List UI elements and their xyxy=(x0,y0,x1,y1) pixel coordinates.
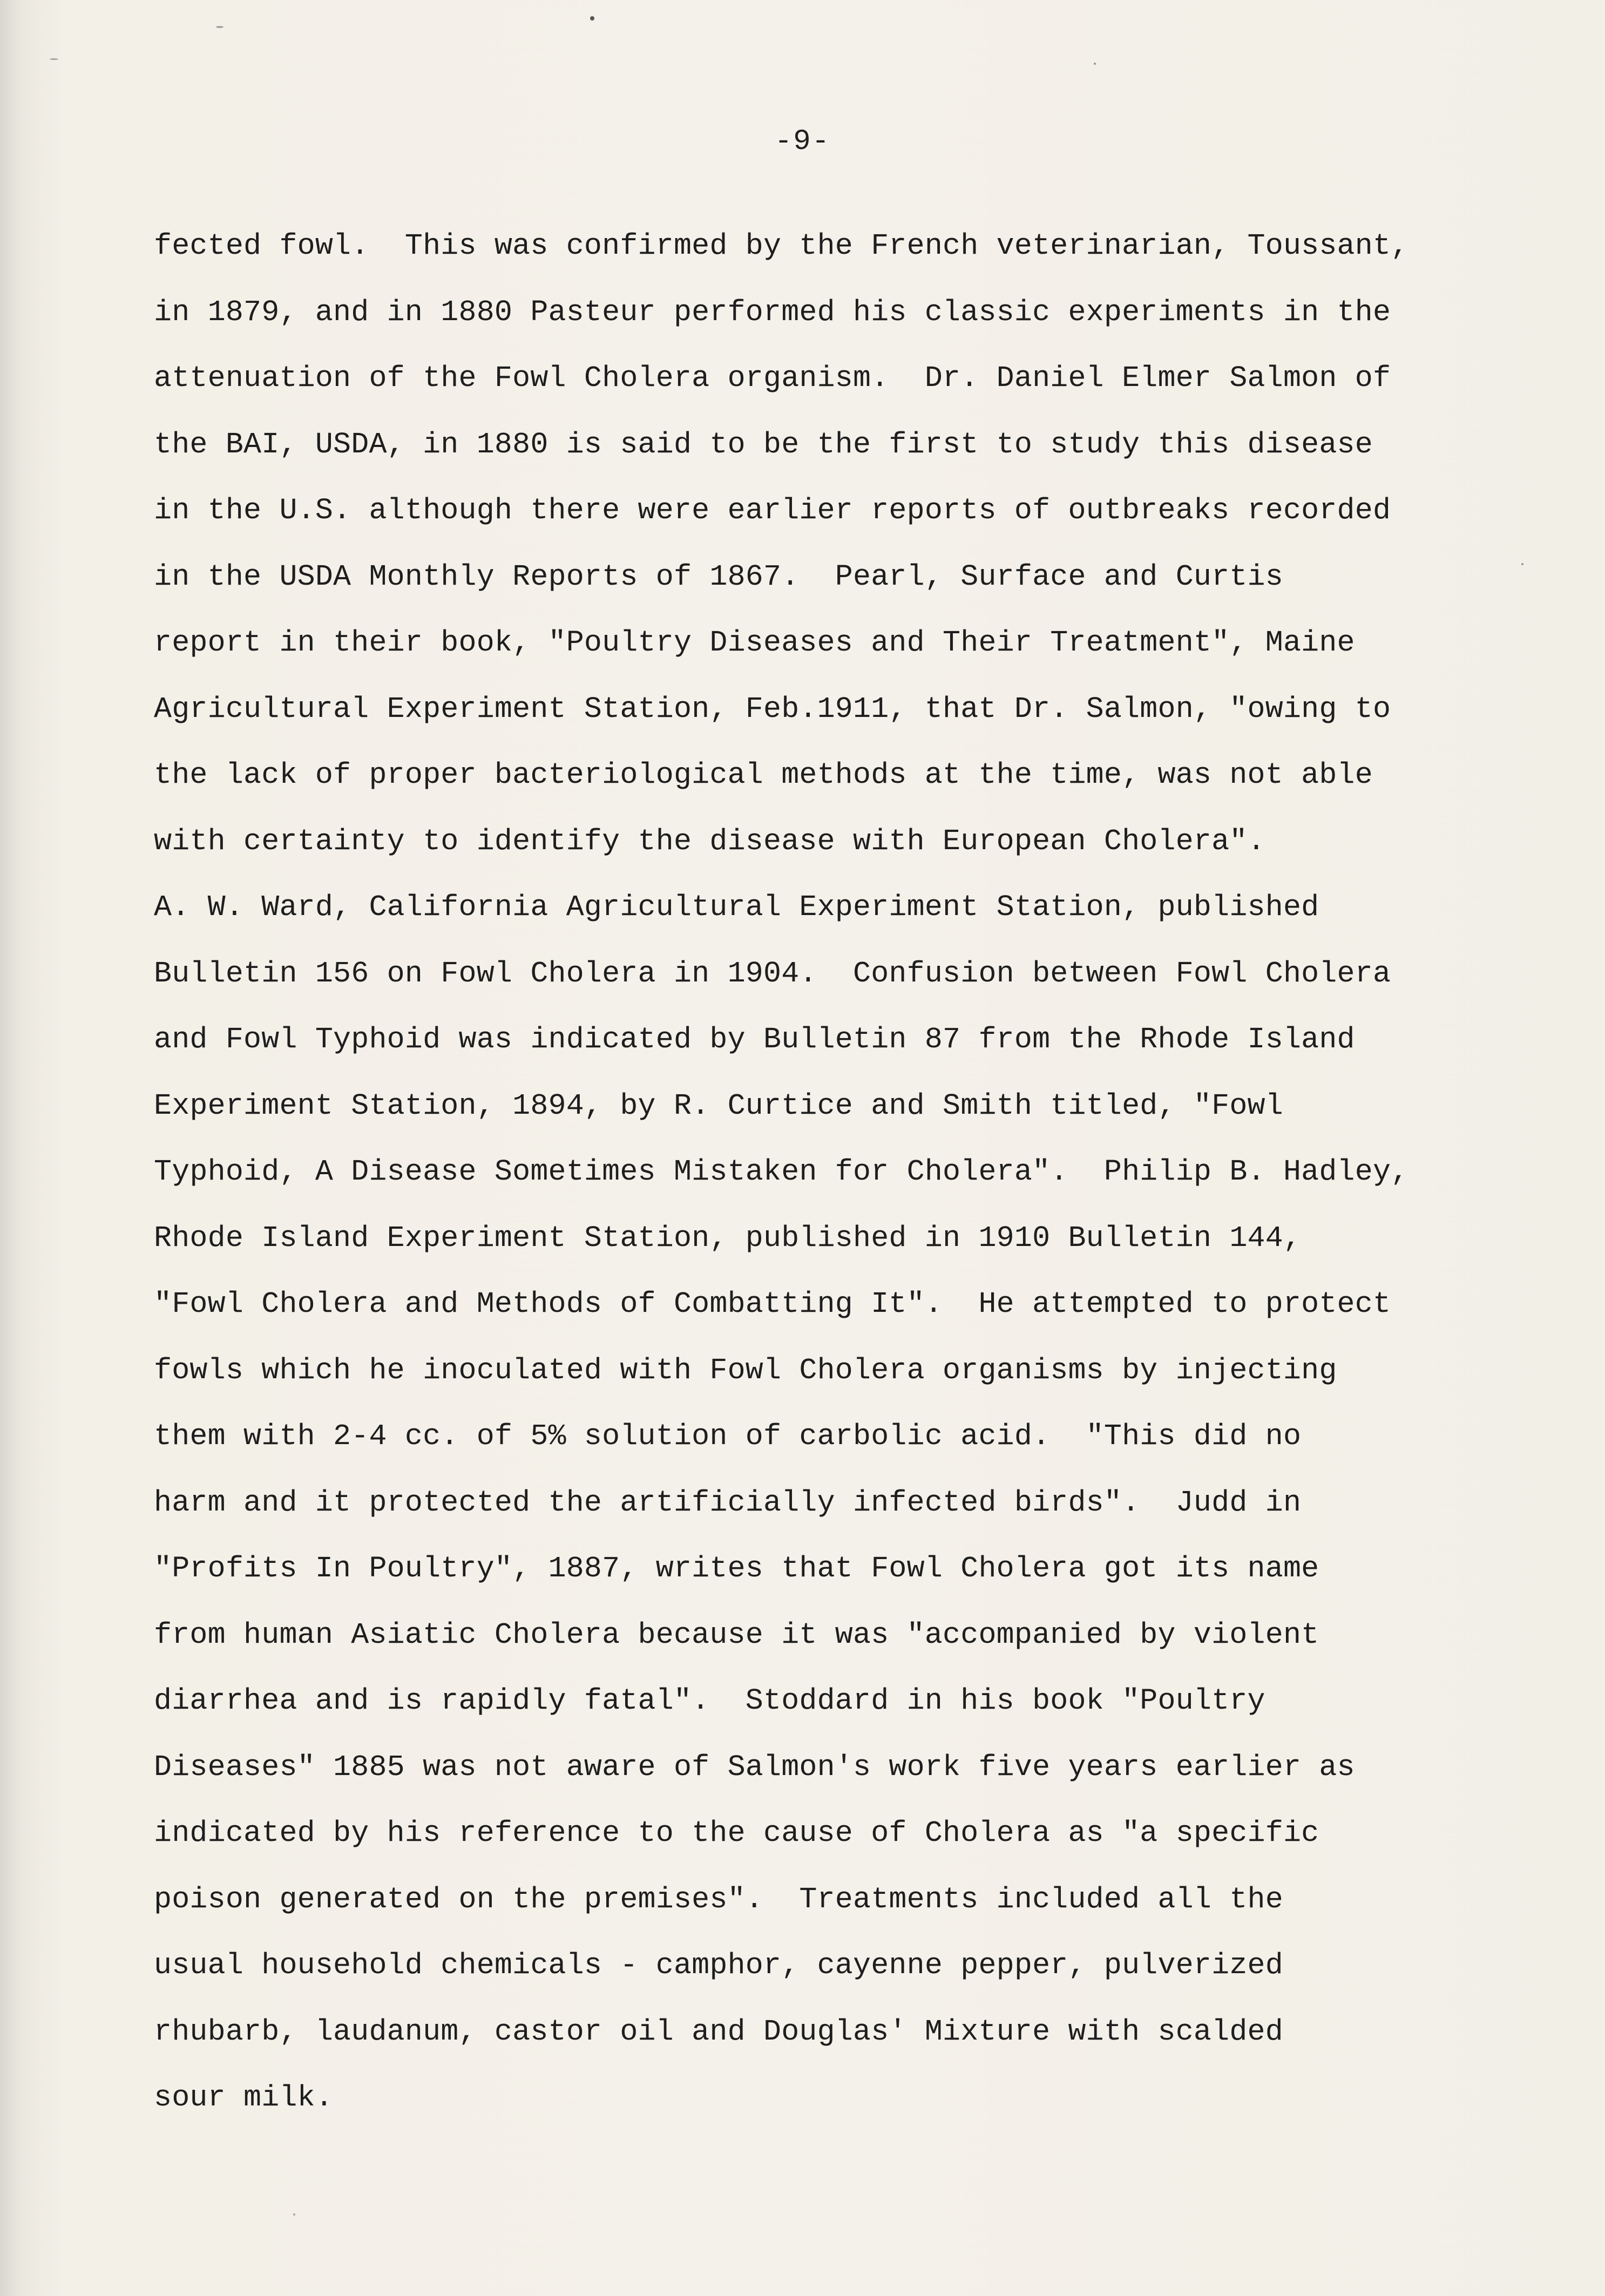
text-line: in 1879, and in 1880 Pasteur performed his classic experiments in the xyxy=(154,295,1391,329)
text-line: Bulletin 156 on Fowl Cholera in 1904. Confusion between Fowl Cholera xyxy=(154,956,1391,991)
text-line: A. W. Ward, California Agricultural Experiment Station, published xyxy=(154,890,1319,924)
text-line: attenuation of the Fowl Cholera organism. Dr. Daniel Elmer Salmon of xyxy=(154,361,1391,395)
text-line: in the U.S. although there were earlier reports of outbreaks recorded xyxy=(154,493,1391,527)
text-line: "Profits In Poultry", 1887, writes that Fowl Cholera got its name xyxy=(154,1552,1319,1586)
text-line: rhubarb, laudanum, castor oil and Douglas' Mixture with scalded xyxy=(154,2014,1283,2049)
paper-speck xyxy=(216,26,224,28)
text-line: Agricultural Experiment Station, Feb.1911, that Dr. Salmon, "owing to xyxy=(154,692,1391,726)
text-line: and Fowl Typhoid was indicated by Bulletin 87 from the Rhode Island xyxy=(154,1022,1355,1056)
text-line: in the USDA Monthly Reports of 1867. Pearl, Surface and Curtis xyxy=(154,559,1283,594)
text-line: report in their book, "Poultry Diseases and Their Treatment", Maine xyxy=(154,626,1355,660)
text-line: diarrhea and is rapidly fatal". Stoddard in his book "Poultry xyxy=(154,1684,1265,1718)
text-line: fected fowl. This was confirmed by the French veterinarian, Toussant, xyxy=(154,229,1409,263)
paper-speck xyxy=(50,58,58,60)
text-line: with certainty to identify the disease with European Cholera". xyxy=(154,824,1265,858)
text-line: "Fowl Cholera and Methods of Combatting It". He attempted to protect xyxy=(154,1287,1391,1321)
text-line: Diseases" 1885 was not aware of Salmon's work five years earlier as xyxy=(154,1750,1355,1784)
text-line: usual household chemicals - camphor, cayenne pepper, pulverized xyxy=(154,1948,1283,1982)
body-text xyxy=(154,213,1568,2131)
text-line: the lack of proper bacteriological methods at the time, was not able xyxy=(154,758,1373,792)
paper-speck xyxy=(1094,63,1096,65)
text-line: fowls which he inoculated with Fowl Cholera organisms by injecting xyxy=(154,1353,1337,1387)
text-line: Rhode Island Experiment Station, published in 1910 Bulletin 144, xyxy=(154,1221,1302,1255)
text-line: from human Asiatic Cholera because it was "accompanied by violent xyxy=(154,1617,1319,1652)
paper-speck xyxy=(590,16,594,21)
text-line: Experiment Station, 1894, by R. Curtice and Smith titled, "Fowl xyxy=(154,1088,1283,1123)
text-line: the BAI, USDA, in 1880 is said to be the first to study this disease xyxy=(154,427,1373,462)
text-line: poison generated on the premises". Treatments included all the xyxy=(154,1882,1283,1916)
page-number: -9- xyxy=(774,125,831,158)
text-line: Typhoid, A Disease Sometimes Mistaken for Cholera". Philip B. Hadley, xyxy=(154,1155,1409,1189)
text-line: indicated by his reference to the cause of Cholera as "a specific xyxy=(154,1816,1319,1850)
text-line: them with 2-4 cc. of 5% solution of carbolic acid. "This did no xyxy=(154,1419,1302,1453)
text-line: sour milk. xyxy=(154,2081,334,2115)
text-line: harm and it protected the artificially infected birds". Judd in xyxy=(154,1485,1302,1520)
paper-speck xyxy=(293,2213,295,2216)
